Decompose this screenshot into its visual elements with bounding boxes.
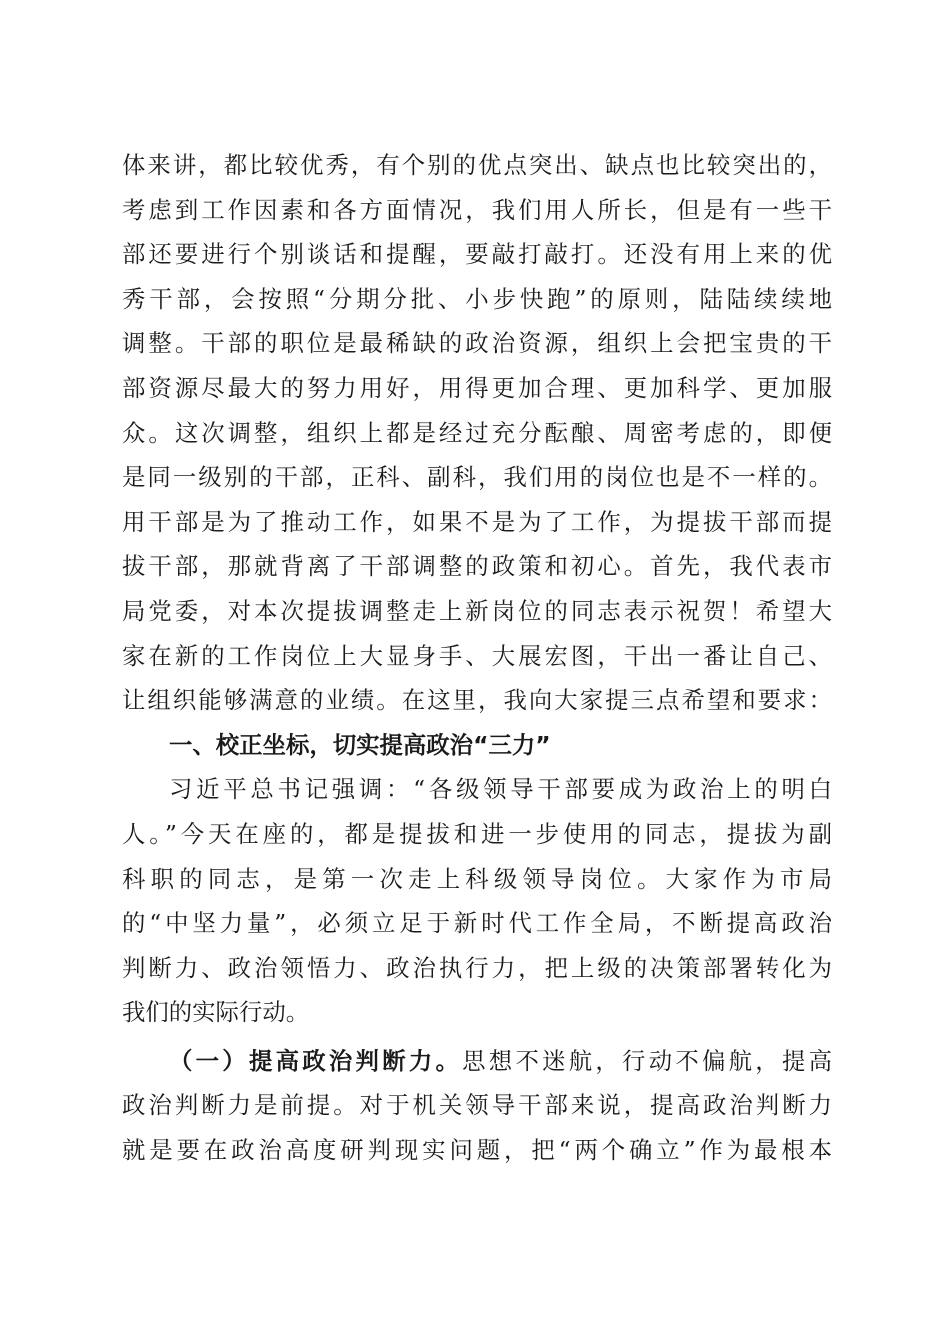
text-line: 考虑到工作因素和各方面情况，我们用人所长，但是有一些干 bbox=[122, 195, 832, 224]
text-line: 的“中坚力量”，必须立足于新时代工作全局，不断提高政治 bbox=[122, 909, 832, 938]
subheading-lead: （一）提高政治判断力。 bbox=[169, 1046, 463, 1075]
text-line: 部资源尽最大的努力用好，用得更加合理、更加科学、更加服 bbox=[122, 373, 832, 402]
text-line: 体来讲，都比较优秀，有个别的优点突出、缺点也比较突出的， bbox=[122, 151, 832, 179]
text-line: 拔干部，那就背离了干部调整的政策和初心。首先，我代表市 bbox=[122, 552, 832, 581]
paragraph-2 bbox=[122, 767, 832, 1035]
document-body bbox=[122, 143, 832, 1173]
text-line: 是同一级别的干部，正科、副科，我们用的岗位也是不一样的。 bbox=[122, 463, 832, 492]
section-heading: 一、校正坐标，切实提高政治“三力” bbox=[169, 730, 551, 759]
text-line: 我们的实际行动。 bbox=[122, 998, 310, 1027]
text-line: 让组织能够满意的业绩。在这里，我向大家提三点希望和要求： bbox=[122, 686, 832, 715]
paragraph-3 bbox=[122, 1039, 832, 1173]
text-line: 判断力、政治领悟力、政治执行力，把上级的决策部署转化为 bbox=[122, 953, 832, 982]
text-line: 调整。干部的职位是最稀缺的政治资源，组织上会把宝贵的干 bbox=[122, 329, 832, 358]
text-line: 众。这次调整，组织上都是经过充分酝酿、周密考虑的，即便 bbox=[122, 418, 832, 447]
text-line: 秀干部，会按照“分期分批、小步快跑”的原则，陆陆续续地 bbox=[122, 284, 832, 313]
text-line-with-lead bbox=[122, 1039, 832, 1084]
text-line: 局党委，对本次提拔调整走上新岗位的同志表示祝贺！希望大 bbox=[122, 596, 832, 625]
text-line: 家在新的工作岗位上大显身手、大展宏图，干出一番让自己、 bbox=[122, 641, 832, 670]
text-span: 思想不迷航，行动不偏航，提高 bbox=[462, 1046, 832, 1075]
text-line: 人。”今天在座的，都是提拔和进一步使用的同志，提拔为副 bbox=[122, 819, 832, 848]
text-line: 政治判断力是前提。对于机关领导干部来说，提高政治判断力 bbox=[122, 1091, 832, 1120]
paragraph-1 bbox=[122, 143, 832, 723]
text-line: 部还要进行个别谈话和提醒，要敲打敲打。还没有用上来的优 bbox=[122, 240, 832, 269]
text-line: 科职的同志，是第一次走上科级领导岗位。大家作为市局 bbox=[122, 864, 832, 893]
text-line: 习近平总书记强调：“各级领导干部要成为政治上的明白 bbox=[169, 775, 832, 804]
text-line: 用干部是为了推动工作，如果不是为了工作，为提拔干部而提 bbox=[122, 507, 832, 536]
text-line: 就是要在政治高度研判现实问题，把“两个确立”作为最根本 bbox=[122, 1136, 832, 1165]
